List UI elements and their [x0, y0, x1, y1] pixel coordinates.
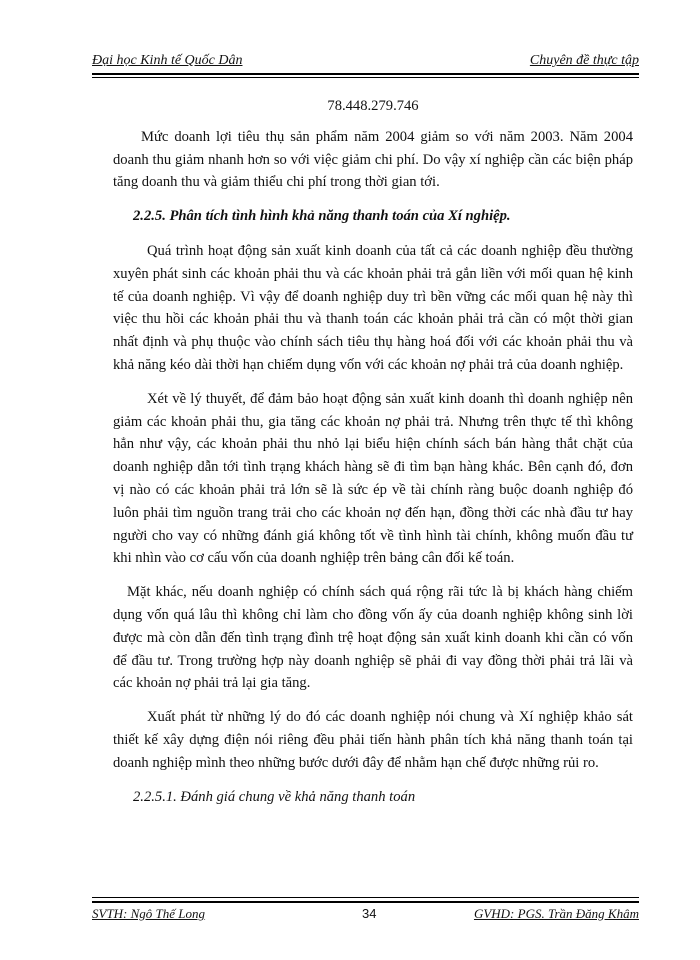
paragraph-on-the-other-hand: Mặt khác, nếu doanh nghiệp có chính sách quá rộng rãi tức là bị khách hàng chiếm dụng vốn quá lâu thì không chỉ làm cho đồng vốn ấy của doanh nghiệp không sinh lời được mà còn dẫn đến tình trạng đình trệ hoạt động sản xuất kinh doanh khi cần có vốn để đầu tư. Trong trường hợp này doanh nghiệp sẽ phải đi vay đồng thời phải trả lãi và các khoản nợ phải trả lại gia tăng. [113, 584, 633, 692]
page-footer [92, 906, 639, 926]
footer-supervisor: GVHD: PGS. Trần Đăng Khâm [473, 906, 639, 921]
paragraph-receivables-overview: Quá trình hoạt động sản xuất kinh doanh của tất cả các doanh nghiệp đều thường xuyên phát sinh các khoản phải thu và các khoản phải trả gắn liền với mối quan hệ kinh tế của doanh nghiệp. Vì vậy để doanh nghiệp duy trì bền vững các mối quan hệ này thì việc thu hồi các khoản phải thu và thanh toán các khoản phải trả cần có một thời gian nhất định và phụ thuộc vào chính sách tiêu thụ hàng hoá đối với các khoản phải thu và khả năng kéo dài thời hạn chiếm dụng vốn với các khoản nợ phải trả của doanh nghiệp. [113, 242, 633, 373]
footer-rule-thick [92, 901, 639, 903]
paragraph-theory: Xét về lý thuyết, để đảm bảo hoạt động sản xuất kinh doanh thì doanh nghiệp nên giảm các khoản phải thu, gia tăng các khoản nợ phải trả. Nhưng trên thực tế thì không hẳn như vậy, các khoản phải thu nhỏ lại biểu hiện chính sách bán hàng thắt chặt của doanh nghiệp dẫn tới tình trạng khách hàng sẽ đi tìm bạn hàng khác. Bên cạnh đó, đơn vị nào có các khoản phải trả lớn sẽ là sức ép về tài chính ràng buộc doanh nghiệp đó luôn phải tìm nguồn trang trải cho các khoản nợ đến hạn, đồng thời các nhà đầu tư hay người cho vay có những đánh giá không tốt về tình hình tài chính, không muốn đầu tư khi nhìn vào cơ cấu vốn của doanh nghiệp trên bảng cân đối kế toán. [113, 390, 633, 567]
paragraph-revenue-summary: Mức doanh lợi tiêu thụ sản phẩm năm 2004 giảm so với năm 2003. Năm 2004 doanh thu giảm nhanh hơn so với việc giảm chi phí. Do vậy xí nghiệp cần các biện pháp tăng doanh thu và giảm thiểu chi phí trong thời gian tới. [113, 128, 633, 191]
header-rule-thick [92, 73, 639, 75]
footer-student: SVTH: Ngô Thế Long [92, 906, 206, 921]
page-number: 34 [362, 906, 377, 921]
paragraph-rationale: Xuất phát từ những lý do đó các doanh nghiệp nói chung và Xí nghiệp khảo sát thiết kế xây dựng điện nói riêng đều phải tiến hành phân tích khả năng thanh toán tại doanh nghiệp mình theo những bước dưới đây để nhằm hạn chế được những rủi ro. [113, 709, 633, 771]
header-rule-thin [92, 77, 639, 78]
subsection-heading: 2.2.5.1. Đánh giá chung về khả năng thanh toán [133, 788, 416, 805]
section-heading: 2.2.5. Phân tích tình hình khả năng thanh toán của Xí nghiệp. [133, 208, 511, 225]
header-doc-type: Chuyên đề thực tập [529, 53, 639, 68]
page-header [92, 50, 639, 72]
page-body [113, 95, 633, 808]
footer-rule-thin [92, 897, 639, 898]
total-figure: 78.448.279.746 [327, 98, 419, 114]
header-university: Đại học Kinh tế Quốc Dân [92, 53, 243, 68]
